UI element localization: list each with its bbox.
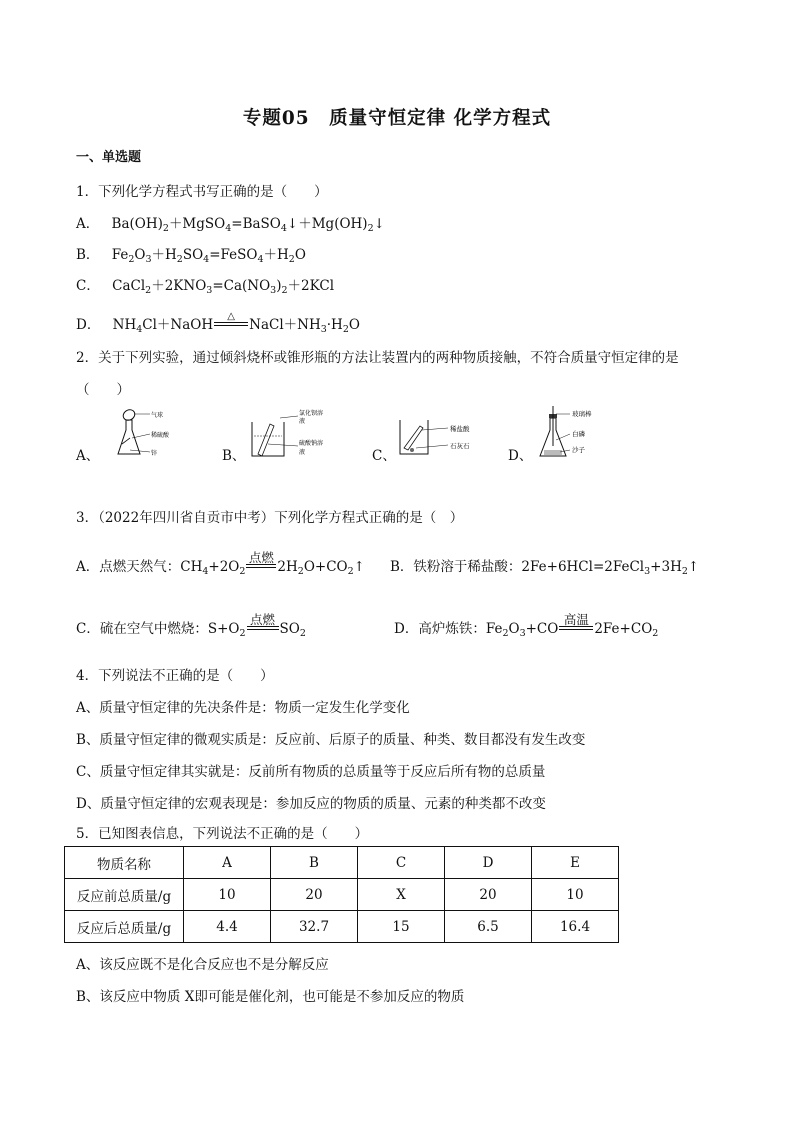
- q1-stem: 1．下列化学方程式书写正确的是（ ）: [76, 184, 328, 200]
- table-cell: 10: [184, 879, 271, 911]
- table-cell: 16.4: [532, 911, 619, 943]
- q2-d-text-rod: 玻璃棒: [572, 410, 592, 418]
- q2-d-text-sand: 沙子: [572, 446, 585, 454]
- q2-option-d-label[interactable]: D、: [508, 448, 533, 464]
- q3-option-c-rhs: $SO_2$: [279, 621, 306, 639]
- mass-data-table: [64, 846, 619, 943]
- table-cell: X: [358, 879, 445, 911]
- q5-option-b[interactable]: B、该反应中物质 X即可能是催化剂，也可能是不参加反应的物质: [76, 989, 465, 1005]
- table-cell: 4.4: [184, 911, 271, 943]
- q1-option-b[interactable]: [76, 243, 306, 263]
- table-cell: 10: [532, 879, 619, 911]
- q3-option-b-prefix: B．铁粉溶于稀盐酸：: [390, 559, 522, 575]
- q3-option-d[interactable]: [394, 611, 659, 639]
- table-cell: 6.5: [445, 911, 532, 943]
- q1-option-c[interactable]: [76, 274, 334, 294]
- table-header-cell: 物质名称: [65, 847, 184, 879]
- q3-option-c-prefix: C．硫在空气中燃烧：: [76, 621, 208, 637]
- q2-b-text-2: 液: [299, 418, 306, 425]
- table-row: [65, 879, 619, 911]
- table-cell: 反应后总质量/g: [65, 911, 184, 943]
- q5-option-a[interactable]: A、该反应既不是化合反应也不是分解反应: [76, 957, 329, 973]
- q3-stem: 3．（2022年四川省自贡市中考）下列化学方程式正确的是（ ）: [76, 510, 464, 526]
- table-header-row: [65, 847, 619, 879]
- q5-stem: 5．已知图表信息，下列说法不正确的是（ ）: [76, 826, 369, 842]
- q4-option-d[interactable]: D、质量守恒定律的宏观表现是：参加反应的物质的质量、元素的种类都不改变: [76, 796, 546, 812]
- heat-triangle-icon: △: [227, 311, 235, 322]
- q2-option-c-label[interactable]: C、: [372, 448, 396, 464]
- table-cell: 反应前总质量/g: [65, 879, 184, 911]
- beaker-testtube-apparatus: [244, 408, 324, 460]
- q2-stem-line2: （ ）: [76, 382, 130, 398]
- q3-option-b-equation: $2Fe+6HCl=2FeCl_3+3H_2↑$: [521, 559, 700, 577]
- q3-option-c[interactable]: [76, 611, 306, 639]
- q2-stem-line1: 2．关于下列实验，通过倾斜烧杯或锥形瓶的方法让装置内的两种物质接触，不符合质量守恒定律的是: [76, 350, 679, 366]
- table-header-cell: B: [271, 847, 358, 879]
- q2-d-text-phosphorus: 白磷: [572, 430, 585, 438]
- q1-option-a-equation: $Ba(OH)_2+MgSO_4=BaSO_4↓+Mg(OH)_2↓$: [111, 216, 385, 234]
- q3-option-d-prefix: D．高炉炼铁：: [394, 621, 486, 637]
- q4-option-b[interactable]: B、质量守恒定律的微观实质是：反应前、后原子的质量、种类、数目都没有发生改变: [76, 732, 586, 748]
- q3-option-a-prefix: A．点燃天然气：: [76, 559, 181, 575]
- q1-option-d[interactable]: [76, 313, 360, 333]
- q1-option-b-equation: $Fe_2O_3+H_2SO_4=FeSO_4+H_2O$: [111, 247, 306, 265]
- q2-b-text-4: 液: [299, 449, 306, 456]
- q1-option-d-rhs: $NaCl+NH_3\cdot H_2O$: [249, 317, 360, 335]
- q3-option-d-rhs: $2Fe+CO_2$: [594, 621, 659, 639]
- q4-option-a[interactable]: A、质量守恒定律的先决条件是：物质一定发生化学变化: [76, 700, 410, 716]
- q4-stem: 4．下列说法不正确的是（ ）: [76, 668, 274, 684]
- flask-phosphorus-apparatus: [532, 404, 612, 460]
- table-header-cell: A: [184, 847, 271, 879]
- q1-option-c-label: C．: [76, 278, 100, 294]
- q3-option-a-rhs: $2H_2O+CO_2↑$: [277, 559, 365, 577]
- q1-option-a[interactable]: [76, 212, 385, 232]
- q2-b-text-1: 氯化钡溶: [299, 410, 324, 417]
- high-temp-condition: 高温: [559, 621, 593, 637]
- q4-option-c[interactable]: C、质量守恒定律其实就是：反前所有物质的总质量等于反应后所有物的总质量: [76, 764, 546, 780]
- heat-condition: [214, 311, 248, 333]
- table-cell: 32.7: [271, 911, 358, 943]
- q3-option-b[interactable]: [390, 555, 699, 575]
- q2-option-b-label[interactable]: B、: [222, 448, 246, 464]
- ignite-condition: 点燃: [247, 621, 279, 637]
- q2-c-text-acid: 稀盐酸: [450, 425, 470, 433]
- table-header-cell: C: [358, 847, 445, 879]
- q2-b-text-3: 硫酸钠溶: [299, 440, 324, 447]
- section-heading: 一、单选题: [76, 150, 142, 165]
- q1-option-d-lhs: $NH_4Cl+NaOH$: [112, 317, 214, 335]
- q3-option-d-lhs: $Fe_2O_3+CO$: [485, 621, 559, 639]
- q2-a-text-acid: 稀硫酸: [151, 432, 170, 439]
- table-header-cell: D: [445, 847, 532, 879]
- table-cell: 15: [358, 911, 445, 943]
- q2-c-text-limestone: 石灰石: [450, 442, 470, 450]
- beaker-limestone-apparatus: [394, 408, 484, 460]
- flask-balloon-apparatus: [100, 408, 180, 460]
- q1-option-a-label: A．: [76, 216, 100, 232]
- table-cell: 20: [271, 879, 358, 911]
- table-header-cell: E: [532, 847, 619, 879]
- q1-option-c-equation: $CaCl_2+2KNO_3=Ca(NO_3)_2+2KCl$: [112, 278, 335, 296]
- q3-option-a-lhs: $CH_4+2O_2$: [180, 559, 246, 577]
- q2-a-text-balloon: 气球: [151, 412, 164, 419]
- table-cell: 20: [445, 879, 532, 911]
- q2-option-a-label[interactable]: A、: [76, 448, 100, 464]
- q1-option-d-label: D．: [76, 317, 101, 333]
- q3-option-c-lhs: $S+O_2$: [207, 621, 246, 639]
- ignite-condition: 点燃: [246, 559, 276, 575]
- page-title: 专题05 质量守恒定律 化学方程式: [242, 108, 552, 129]
- q1-option-b-label: B．: [76, 247, 100, 263]
- q2-a-text-zinc: 锌: [151, 450, 158, 457]
- table-row: [65, 911, 619, 943]
- q3-option-a[interactable]: [76, 549, 365, 577]
